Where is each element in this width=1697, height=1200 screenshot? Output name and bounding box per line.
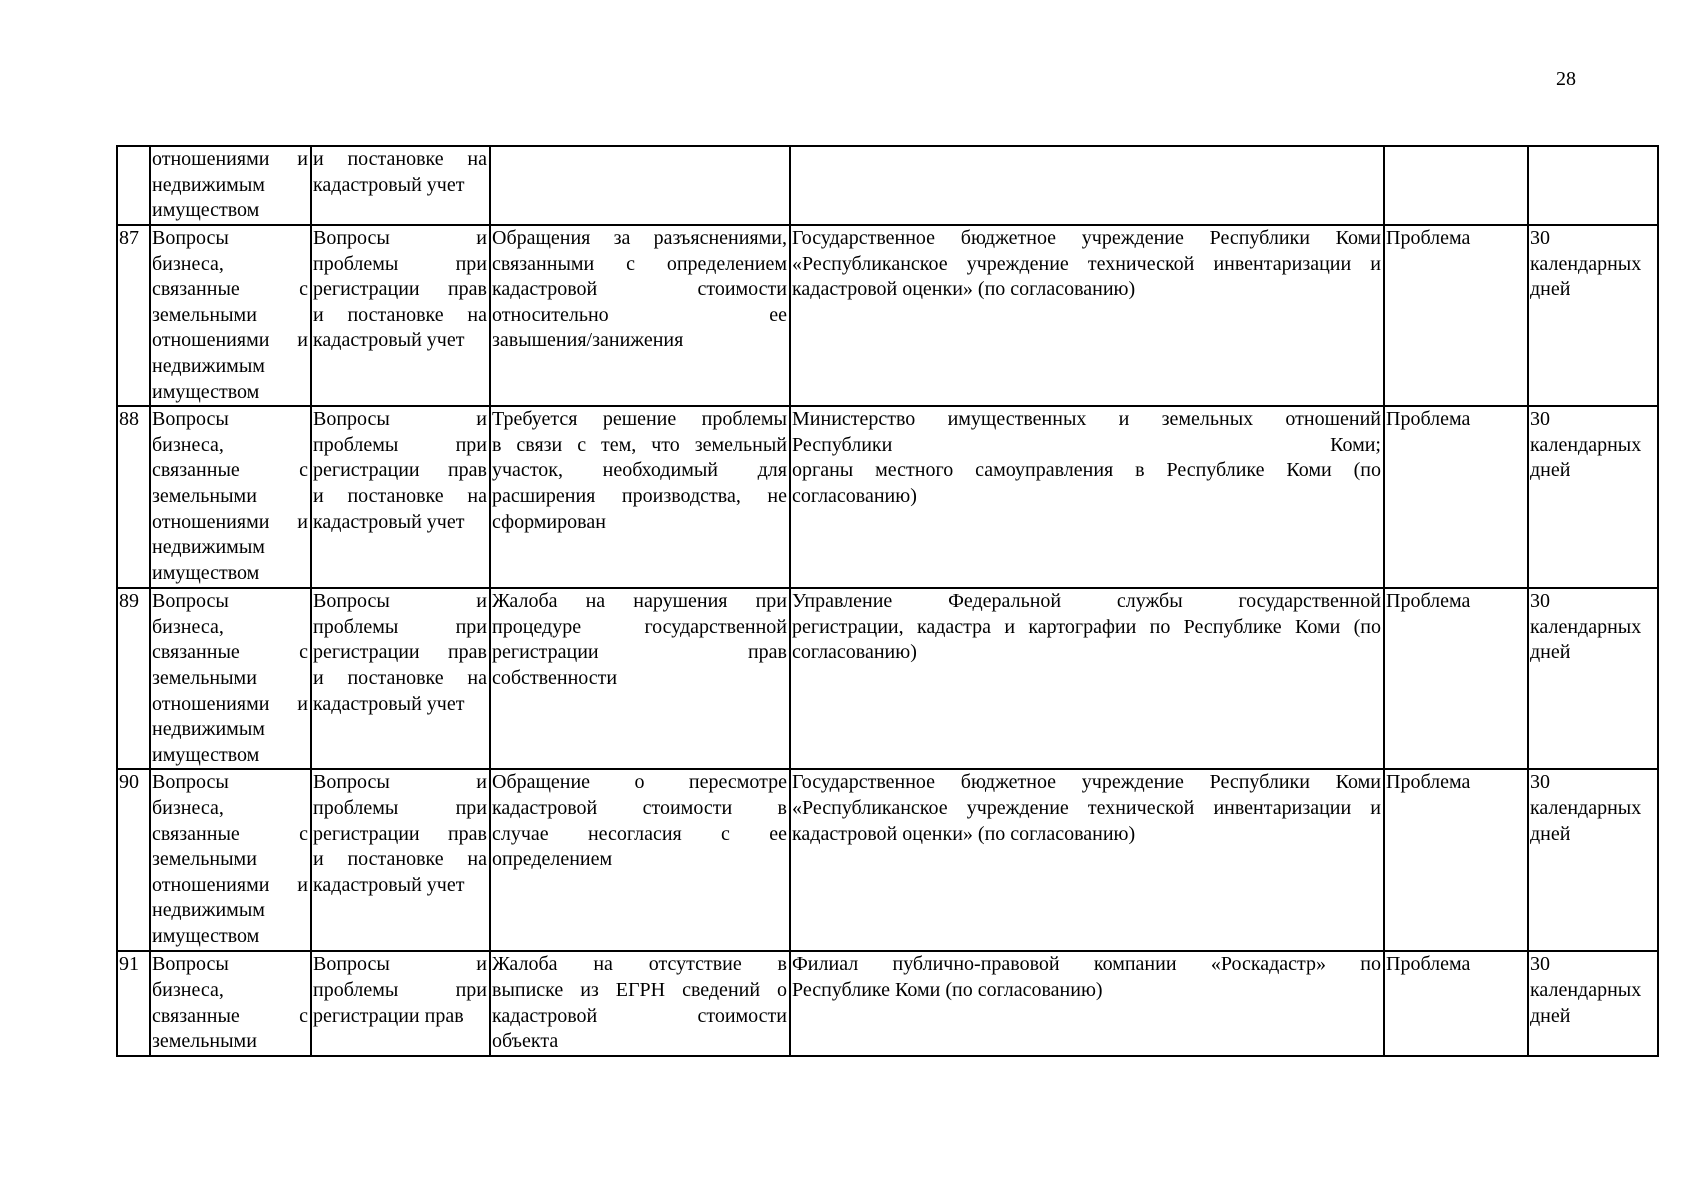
table-row-continuation (117, 146, 1658, 225)
cell-topic (150, 406, 311, 588)
cell-line: календарных (1530, 978, 1642, 1001)
cell-line: календарных (1530, 433, 1642, 456)
cell-line: бизнеса, (152, 615, 224, 638)
cell-line: недвижимым (152, 536, 265, 559)
cell-line: Министерство имущественных и земельных отношений (792, 408, 1381, 431)
cell-line: и постановке на (313, 303, 487, 326)
cell-line: земельными (152, 848, 257, 871)
cell-line: земельными (152, 484, 257, 507)
cell-line: относительно ее (492, 303, 787, 326)
cell-line: бизнеса, (152, 796, 224, 819)
table-row (117, 951, 1658, 1055)
cell-topic (150, 951, 311, 1055)
cell-line: Вопросы и (313, 771, 487, 794)
register-table (116, 145, 1659, 1057)
cell-line: 30 (1530, 953, 1550, 976)
cell-issue (490, 406, 790, 588)
cell-line: земельными (152, 1030, 257, 1053)
cell-line: земельными (152, 666, 257, 689)
cell-line: проблемы при (313, 978, 487, 1001)
cell-line: Вопросы (152, 590, 229, 613)
cell-type: Проблема (1384, 769, 1528, 951)
cell-type: Проблема (1384, 406, 1528, 588)
cell-line: регистрации прав (313, 822, 487, 845)
cell-subtopic (311, 588, 490, 769)
cell-line: Жалоба на нарушения при (492, 590, 787, 613)
cell-line: 30 (1530, 408, 1550, 431)
cell-responsible (790, 951, 1384, 1055)
cell-line: недвижимым (152, 354, 265, 377)
cell-line: выписке из ЕГРН сведений о (492, 978, 787, 1001)
cell-line: имуществом (152, 561, 260, 584)
cell-line: отношениями и (152, 873, 308, 896)
cell-line: связанные с (152, 1004, 308, 1027)
cell-term (1528, 146, 1658, 225)
cell-responsible (790, 225, 1384, 406)
cell-term (1528, 588, 1658, 769)
cell-line: Обращения за разъяснениями, (492, 227, 787, 249)
table-row (117, 588, 1658, 769)
cell-line: в связи с тем, что земельный (492, 433, 787, 456)
cell-line: 30 (1530, 590, 1550, 613)
cell-line: проблемы при (313, 796, 487, 819)
cell-line: бизнеса, (152, 252, 224, 275)
cell-line: дней (1530, 1004, 1571, 1027)
cell-line: дней (1530, 459, 1571, 482)
cell-num: 87 (117, 225, 150, 406)
cell-line: кадастровый учет (313, 873, 465, 896)
cell-issue (490, 769, 790, 951)
cell-line: имуществом (152, 924, 260, 947)
cell-line: Вопросы (152, 408, 229, 431)
cell-issue (490, 225, 790, 406)
cell-line: дней (1530, 641, 1571, 664)
cell-responsible (790, 406, 1384, 588)
cell-line: Республики Коми; (792, 433, 1381, 456)
cell-line: кадастровой оценки» (по согласованию) (792, 822, 1136, 845)
cell-line: регистрации, кадастра и картографии по Республике Коми (по (792, 615, 1381, 638)
cell-issue (490, 951, 790, 1055)
cell-line: сформирован (492, 510, 606, 533)
cell-line: регистрации прав (313, 278, 487, 301)
cell-line: кадастровой стоимости в (492, 796, 787, 819)
cell-topic (150, 225, 311, 406)
cell-line: объекта (492, 1030, 559, 1053)
cell-line: кадастровый учет (313, 510, 465, 533)
cell-subtopic (311, 951, 490, 1055)
cell-line: кадастровой стоимости (492, 1004, 787, 1027)
cell-num: 89 (117, 588, 150, 769)
cell-line: 30 (1530, 227, 1550, 249)
cell-line: случае несогласия с ее (492, 822, 787, 845)
table-row (117, 225, 1658, 406)
cell-line: «Республиканское учреждение технической инвентаризации и (792, 252, 1381, 275)
cell-topic (150, 146, 311, 225)
cell-line: завышения/занижения (492, 329, 684, 352)
cell-line: процедуре государственной (492, 615, 787, 638)
cell-line: Вопросы и (313, 408, 487, 431)
cell-line: имуществом (152, 743, 260, 766)
cell-term (1528, 951, 1658, 1055)
cell-line: связанные с (152, 278, 308, 301)
cell-line: регистрации прав (313, 459, 487, 482)
cell-subtopic (311, 225, 490, 406)
cell-line: связанные с (152, 459, 308, 482)
cell-line: Филиал публично-правовой компании «Роскадастр» по (792, 953, 1381, 976)
cell-line: и постановке на (313, 484, 487, 507)
cell-line: Вопросы и (313, 953, 487, 976)
cell-line: согласованию) (792, 484, 917, 507)
cell-line: и постановке на (313, 666, 487, 689)
cell-type: Проблема (1384, 588, 1528, 769)
cell-line: проблемы при (313, 252, 487, 275)
cell-line: кадастровый учет (313, 173, 465, 196)
cell-line: недвижимым (152, 899, 265, 922)
cell-term (1528, 225, 1658, 406)
cell-line: проблемы при (313, 615, 487, 638)
cell-line: регистрации прав (313, 641, 487, 664)
cell-term (1528, 769, 1658, 951)
cell-line: регистрации прав (313, 1004, 464, 1027)
cell-line: собственности (492, 666, 618, 689)
table-row (117, 406, 1658, 588)
cell-topic (150, 769, 311, 951)
cell-line: недвижимым (152, 718, 265, 741)
cell-num: 90 (117, 769, 150, 951)
cell-num (117, 146, 150, 225)
cell-responsible (790, 146, 1384, 225)
cell-line: отношениями и (152, 329, 308, 352)
cell-line: отношениями и (152, 510, 308, 533)
cell-line: Вопросы (152, 953, 229, 976)
cell-type: Проблема (1384, 225, 1528, 406)
cell-line: и постановке на (313, 848, 487, 871)
cell-subtopic (311, 769, 490, 951)
cell-line: участок, необходимый для (492, 459, 787, 482)
cell-responsible (790, 769, 1384, 951)
cell-line: имуществом (152, 199, 260, 222)
cell-line: дней (1530, 278, 1571, 301)
cell-line: земельными (152, 303, 257, 326)
cell-line: отношениями и (152, 692, 308, 715)
cell-num: 91 (117, 951, 150, 1055)
cell-line: определением (492, 848, 613, 871)
cell-line: бизнеса, (152, 978, 224, 1001)
cell-num: 88 (117, 406, 150, 588)
cell-line: согласованию) (792, 641, 917, 664)
cell-line: отношениями и (152, 148, 308, 170)
cell-line: кадастровой стоимости (492, 278, 787, 301)
cell-line: календарных (1530, 252, 1642, 275)
cell-term (1528, 406, 1658, 588)
cell-line: органы местного самоуправления в Республике Коми (по (792, 459, 1381, 482)
table-row (117, 769, 1658, 951)
cell-line: расширения производства, не (492, 484, 787, 507)
cell-line: связанными с определением (492, 252, 787, 275)
cell-topic (150, 588, 311, 769)
cell-type (1384, 146, 1528, 225)
cell-line: Республике Коми (по согласованию) (792, 978, 1103, 1001)
cell-line: имуществом (152, 380, 260, 403)
cell-line: Обращение о пересмотре (492, 771, 787, 794)
cell-line: 30 (1530, 771, 1550, 794)
cell-line: кадастровой оценки» (по согласованию) (792, 278, 1136, 301)
cell-line: календарных (1530, 796, 1642, 819)
cell-line: проблемы при (313, 433, 487, 456)
cell-line: и постановке на (313, 148, 487, 170)
cell-issue (490, 146, 790, 225)
cell-line: Вопросы (152, 771, 229, 794)
cell-line: календарных (1530, 615, 1642, 638)
cell-line: «Республиканское учреждение технической инвентаризации и (792, 796, 1381, 819)
cell-line: кадастровый учет (313, 329, 465, 352)
cell-line: связанные с (152, 822, 308, 845)
cell-line: Вопросы и (313, 590, 487, 613)
cell-line: Государственное бюджетное учреждение Республики Коми (792, 227, 1381, 249)
cell-type: Проблема (1384, 951, 1528, 1055)
cell-line: Управление Федеральной службы государственной (792, 590, 1381, 613)
page-number: 28 (1556, 68, 1576, 90)
cell-line: регистрации прав (492, 641, 787, 664)
cell-subtopic (311, 406, 490, 588)
cell-line: Требуется решение проблемы (492, 408, 787, 431)
cell-line: Вопросы и (313, 227, 487, 249)
cell-line: кадастровый учет (313, 692, 465, 715)
cell-line: Вопросы (152, 227, 229, 249)
cell-responsible (790, 588, 1384, 769)
cell-line: бизнеса, (152, 433, 224, 456)
cell-subtopic (311, 146, 490, 225)
cell-line: связанные с (152, 641, 308, 664)
cell-line: дней (1530, 822, 1571, 845)
cell-line: Жалоба на отсутствие в (492, 953, 787, 976)
cell-issue (490, 588, 790, 769)
cell-line: недвижимым (152, 173, 265, 196)
cell-line: Государственное бюджетное учреждение Республики Коми (792, 771, 1381, 794)
